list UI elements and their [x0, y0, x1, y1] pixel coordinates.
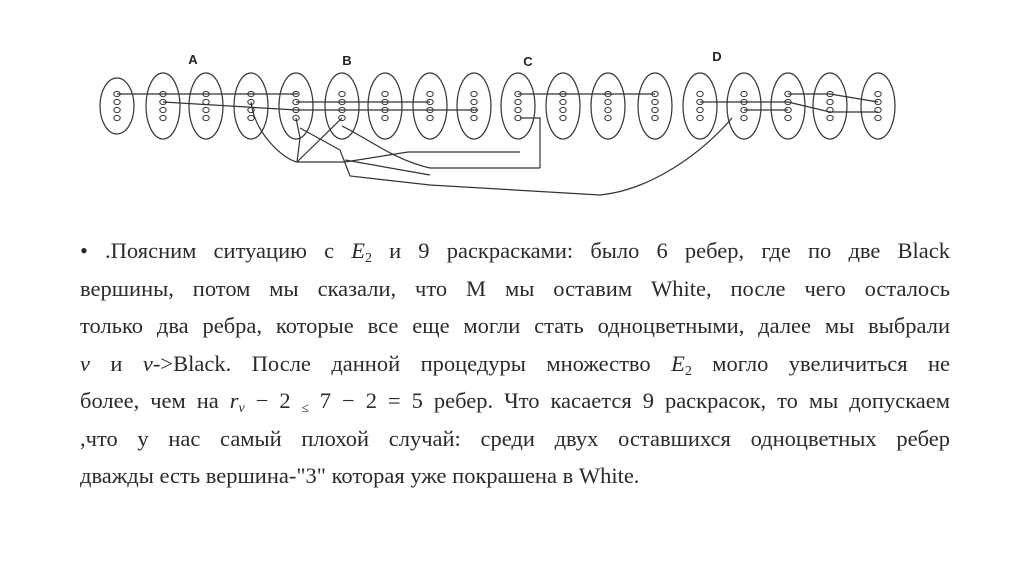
group-ellipse — [771, 73, 805, 139]
group-ellipse — [189, 73, 223, 139]
edge-line — [297, 118, 342, 162]
vertex-dot — [427, 91, 433, 96]
vertex-dot — [560, 99, 566, 104]
vertex-group — [100, 78, 134, 134]
vertex-dot — [652, 115, 658, 120]
vertex-dot — [160, 115, 166, 120]
vertex-dot — [652, 107, 658, 112]
group-ellipse — [546, 73, 580, 139]
vertex-dot — [605, 99, 611, 104]
bullet: • — [80, 238, 88, 263]
group-ellipse — [413, 73, 447, 139]
edge-line — [520, 118, 540, 168]
e-symbol: E — [671, 350, 685, 376]
vertex-dot — [605, 107, 611, 112]
vertex-dot — [382, 115, 388, 120]
group-ellipse — [683, 73, 717, 139]
text-line-4: v и v->Black. После данной процедуры множество $E_2$ могло увеличиться не — [80, 350, 951, 379]
vertex-group — [546, 73, 580, 139]
group-label-c: C — [523, 54, 533, 69]
group-ellipse — [727, 73, 761, 139]
group-label-b: B — [342, 53, 352, 68]
vertex-group — [279, 73, 313, 139]
vertex-group — [771, 73, 805, 139]
text-line-6: ,что у нас самый плохой случай: среди двух оставшихся одноцветных ребер — [80, 425, 950, 451]
group-ellipse — [591, 73, 625, 139]
vertex-dot — [471, 115, 477, 120]
text-line-2: вершины, потом мы сказали, что M мы оставим White, после чего осталось — [80, 275, 950, 301]
vertex-dot — [827, 99, 833, 104]
vertex-dot — [471, 91, 477, 96]
vertex-groups — [100, 73, 895, 139]
vertex-dot — [741, 91, 747, 96]
text-line-3: только два ребра, которые все еще могли стать одноцветными, далее мы выбрали — [80, 313, 950, 338]
r-symbol: r — [229, 388, 239, 413]
vertex-dot — [203, 115, 209, 120]
vertex-dot — [785, 115, 791, 120]
slide-text — [80, 232, 950, 495]
group-ellipse — [368, 73, 402, 139]
vertex-dot — [160, 107, 166, 112]
group-ellipse — [861, 73, 895, 139]
text-line-1: • .Поясним ситуацию с $E_2$ и 9 раскрасками: было 6 ребер, где по две Black — [80, 238, 951, 266]
vertex-dot — [248, 115, 254, 120]
vertex-dot — [114, 107, 120, 112]
vertex-dot — [741, 115, 747, 120]
vertex-dot — [427, 115, 433, 120]
group-ellipse — [100, 78, 134, 134]
text-line-7: дважды есть вершина-"3" которая уже покрашена в White. — [80, 463, 640, 488]
group-ellipse — [638, 73, 672, 139]
vertex-group — [189, 73, 223, 139]
edges — [117, 94, 878, 195]
hypergraph-diagram — [0, 0, 1024, 210]
vertex-dot — [515, 99, 521, 104]
edge-line — [296, 118, 300, 162]
vertex-group — [727, 73, 761, 139]
vertex-dot — [515, 107, 521, 112]
vertex-dot — [339, 91, 345, 96]
vertex-dot — [875, 115, 881, 120]
text-line-5: более, чем на $r_v - 2 \le 7 - 2 = 5$ ребер. Что касается 9 раскрасок, то мы допускаем — [80, 388, 950, 416]
vertex-group — [591, 73, 625, 139]
edge-line — [297, 152, 520, 162]
edge-line — [251, 102, 297, 162]
vertex-group — [638, 73, 672, 139]
vertex-dot — [560, 107, 566, 112]
vertex-dot — [560, 115, 566, 120]
vertex-dot — [203, 99, 209, 104]
vertex-dot — [697, 115, 703, 120]
vertex-group — [813, 73, 847, 139]
vertex-dot — [875, 91, 881, 96]
vertex-dot — [471, 99, 477, 104]
leq-symbol: ≤ — [301, 400, 309, 415]
vertex-dot — [652, 99, 658, 104]
e-symbol: E — [351, 238, 365, 263]
group-labels — [188, 49, 721, 69]
group-ellipse — [457, 73, 491, 139]
vertex-dot — [114, 115, 120, 120]
vertex-dot — [827, 115, 833, 120]
vertex-group — [146, 73, 180, 139]
vertex-group — [683, 73, 717, 139]
group-ellipse — [279, 73, 313, 139]
vertex-dot — [114, 99, 120, 104]
vertex-dot — [382, 91, 388, 96]
group-ellipse — [501, 73, 535, 139]
group-label-a: A — [188, 52, 198, 67]
group-label-d: D — [712, 49, 722, 64]
vertex-group — [501, 73, 535, 139]
vertex-dot — [605, 115, 611, 120]
vertex-group — [861, 73, 895, 139]
vertex-group — [457, 73, 491, 139]
group-ellipse — [813, 73, 847, 139]
vertex-group — [368, 73, 402, 139]
vertex-dot — [697, 107, 703, 112]
vertex-dot — [697, 91, 703, 96]
vertex-group — [413, 73, 447, 139]
group-ellipse — [146, 73, 180, 139]
edge-line — [345, 160, 430, 175]
vertex-dot — [203, 107, 209, 112]
